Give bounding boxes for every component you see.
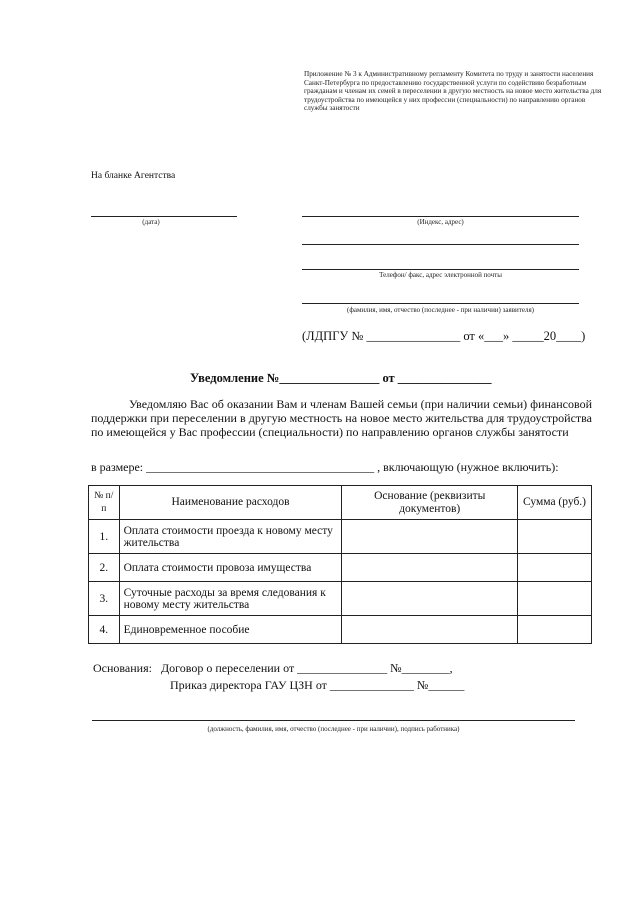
notice-body-text: Уведомляю Вас об оказании Вам и членам Вашей семьи (при наличии семьи) финансовой поддержки при переселении в другую местность на новое место жительства для трудоустройства по имеющейся у Вас профессии (специальности) по направлению органов службы занятости [91,397,592,439]
contacts-line [302,269,579,270]
row-num: 2. [89,554,120,582]
row-basis-cell [342,616,518,644]
ldpgu-reference: (ЛДПГУ № _______________ от «___» _____20____) [302,329,586,343]
applicant-caption: (фамилия, имя, отчество (последнее - при наличии) заявителя) [346,306,534,314]
applicant-line [302,303,579,304]
address-caption: (Индекс, адрес) [417,218,464,226]
table-row [89,554,592,582]
row-name: Суточные расходы за время следования к новому месту жительства [119,582,342,616]
row-name: Единовременное пособие [119,616,342,644]
row-basis-cell [342,520,518,554]
address-line [302,216,579,217]
basis-contract: Договор о переселении от _______________ №________, [160,661,453,675]
header-sum: Сумма (руб.) [518,486,592,520]
row-name: Оплата стоимости проезда к новому месту жительства [119,520,342,554]
table-header-row [89,486,592,520]
date-caption: (дата) [142,218,160,226]
header-num: № п/п [89,486,120,520]
row-basis-cell [342,582,518,616]
row-sum-cell [518,554,592,582]
row-sum-cell [518,520,592,554]
basis-label: Основания: [93,661,152,675]
blank-label: На бланке Агентства [91,171,176,181]
notice-body [91,397,592,439]
signature-caption: (должность, фамилия, имя, отчество (последнее - при наличии), подпись работника) [207,725,460,733]
row-num: 3. [89,582,120,616]
expenses-table [88,485,592,644]
contacts-caption: Телефон/ факс, адрес электронной почты [379,271,502,279]
row-sum-cell [518,616,592,644]
table-row [89,520,592,554]
header-basis: Основание (реквизиты документов) [342,486,518,520]
appendix-note: Приложение № 3 к Административному регламенту Комитета по труду и занятости населения Санкт-Петербурга по предоставлению государственной услуги по содействию безработным гражданам и членам их семей в переселении в другую местность на новое место жительства для трудоустройства по имеющейся у них профессии (специальности) по направлению органов службы занятости [304,70,602,113]
signature-line [92,720,575,721]
table-row [89,616,592,644]
row-num: 4. [89,616,120,644]
row-num: 1. [89,520,120,554]
row-sum-cell [518,582,592,616]
header-name: Наименование расходов [119,486,342,520]
basis-block [93,660,464,694]
notice-title: Уведомление №________________ от _______________ [190,371,492,385]
basis-order: Приказ директора ГАУ ЦЗН от ______________ №______ [170,678,465,692]
row-basis-cell [342,554,518,582]
table-row [89,582,592,616]
address-line-2 [302,244,579,245]
amount-line: в размере: ______________________________________ , включающую (нужное включить): [91,460,559,474]
row-name: Оплата стоимости провоза имущества [119,554,342,582]
date-line [91,216,237,217]
